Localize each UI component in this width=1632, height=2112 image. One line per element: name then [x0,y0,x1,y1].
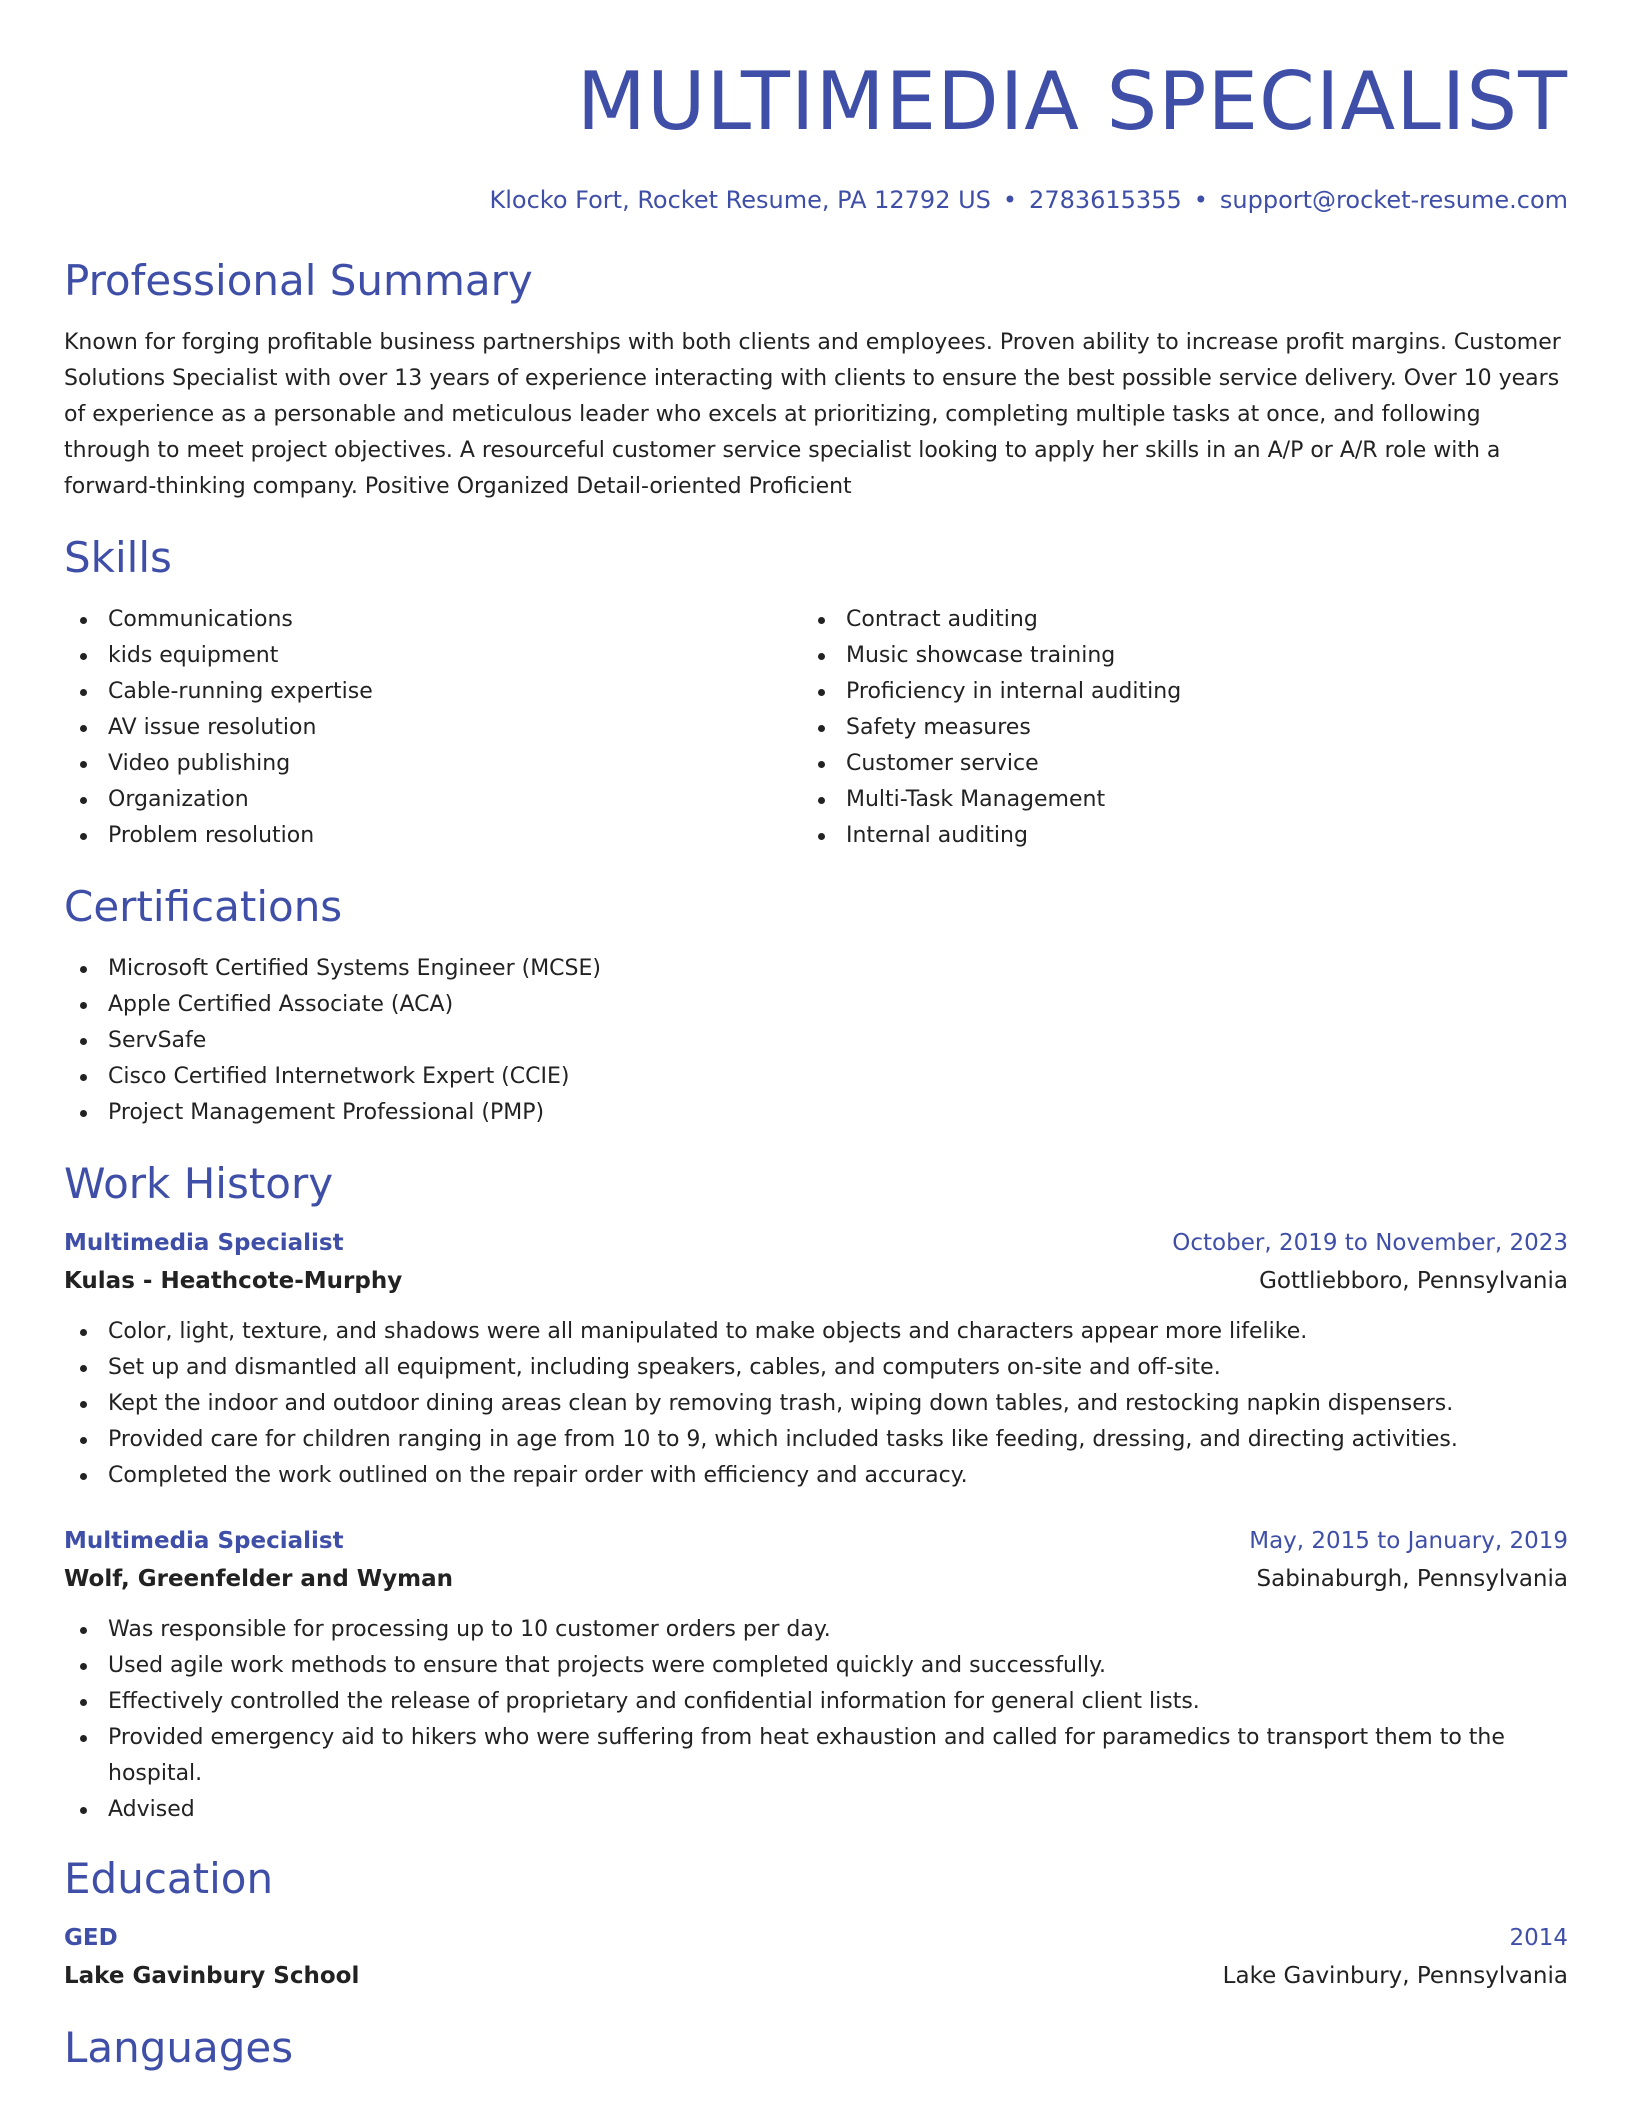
list-item: Set up and dismantled all equipment, including speakers, cables, and computers on-site and off-site. [64,1350,1568,1386]
list-item: Apple Certified Associate (ACA) [64,987,1568,1023]
list-item: Video publishing [64,746,802,782]
list-item: Kept the indoor and outdoor dining areas clean by removing trash, wiping down tables, and restocking napkin dispensers. [64,1386,1568,1422]
summary-heading: Professional Summary [64,256,533,305]
list-item: Communications [64,602,802,638]
job-entry [64,1224,1568,1494]
list-item: Multi-Task Management [802,782,1540,818]
contact-address: Klocko Fort, Rocket Resume, PA 12792 US [489,186,991,214]
education-school-row [64,1957,1568,1995]
list-item: Completed the work outlined on the repair order with efficiency and accuracy. [64,1458,1568,1494]
candidate-title: MULTIMEDIA SPECIALIST [576,55,1568,148]
certifications-list [64,951,1568,1131]
job-company: Wolf, Greenfelder and Wyman [64,1566,454,1592]
job-dates: October, 2019 to November, 2023 [1172,1230,1568,1256]
contact-line [64,186,1568,214]
job-dates: May, 2015 to January, 2019 [1249,1528,1568,1554]
education-entry [64,1919,1568,1995]
skills-heading: Skills [64,533,172,582]
degree: GED [64,1925,118,1951]
education-year: 2014 [1509,1925,1568,1951]
contact-email[interactable]: support@rocket-resume.com [1219,186,1568,214]
job-entry [64,1522,1568,1828]
job-company: Kulas - Heathcote-Murphy [64,1268,403,1294]
school-location: Lake Gavinbury, Pennsylvania [1222,1963,1568,1989]
list-item: Was responsible for processing up to 10 customer orders per day. [64,1612,1568,1648]
job-title: Multimedia Specialist [64,1230,344,1256]
skills-grid [64,602,1568,854]
job-title: Multimedia Specialist [64,1528,344,1554]
work-history-heading: Work History [64,1159,334,1208]
job-company-row [64,1560,1568,1598]
list-item: Advised [64,1792,1568,1828]
list-item: ServSafe [64,1023,1568,1059]
list-item: Problem resolution [64,818,802,854]
list-item: Proficiency in internal auditing [802,674,1540,710]
list-item: Music showcase training [802,638,1540,674]
list-item: Organization [64,782,802,818]
separator-dot: • [1193,186,1208,214]
job-location: Sabinaburgh, Pennsylvania [1256,1566,1568,1592]
certifications-heading: Certifications [64,882,343,931]
school-name: Lake Gavinbury School [64,1963,360,1989]
list-item: Cable-running expertise [64,674,802,710]
skills-list-right [802,602,1540,854]
job-header-row [64,1224,1568,1262]
job-location: Gottliebboro, Pennsylvania [1259,1268,1568,1294]
job-company-row [64,1262,1568,1300]
languages-heading: Languages [64,2023,294,2072]
list-item: Project Management Professional (PMP) [64,1095,1568,1131]
list-item: Provided care for children ranging in age from 10 to 9, which included tasks like feeding, dressing, and directing activities. [64,1422,1568,1458]
list-item: Cisco Certified Internetwork Expert (CCIE) [64,1059,1568,1095]
list-item: Safety measures [802,710,1540,746]
list-item: Microsoft Certified Systems Engineer (MCSE) [64,951,1568,987]
contact-phone: 2783615355 [1029,186,1182,214]
list-item: Provided emergency aid to hikers who were suffering from heat exhaustion and called for paramedics to transport them to the hospital. [64,1720,1568,1792]
education-heading: Education [64,1854,274,1903]
list-item: Color, light, texture, and shadows were all manipulated to make objects and characters appear more lifelike. [64,1314,1568,1350]
summary-text: Known for forging profitable business partnerships with both clients and employees. Proven ability to increase profit margins. Customer Solutions Specialist with over 13 years of experience interacting with clients to ensure the best possible service delivery. Over 10 years of experience as a personable and meticulous leader who excels at prioritizing, completing multiple tasks at once, and following through to meet project objectives. A resourceful customer service specialist looking to apply her skills in an A/P or A/R role with a forward-thinking company. Positive Organized Detail-oriented Proficient [64,330,1561,499]
list-item: Customer service [802,746,1540,782]
job-bullets [64,1314,1568,1494]
education-header-row [64,1919,1568,1957]
skills-list-left [64,602,802,854]
list-item: kids equipment [64,638,802,674]
job-header-row [64,1522,1568,1560]
separator-dot: • [1002,186,1018,214]
job-bullets [64,1612,1568,1828]
list-item: Contract auditing [802,602,1540,638]
list-item: Effectively controlled the release of proprietary and confidential information for general client lists. [64,1684,1568,1720]
list-item: Used agile work methods to ensure that projects were completed quickly and successfully. [64,1648,1568,1684]
list-item: Internal auditing [802,818,1540,854]
list-item: AV issue resolution [64,710,802,746]
